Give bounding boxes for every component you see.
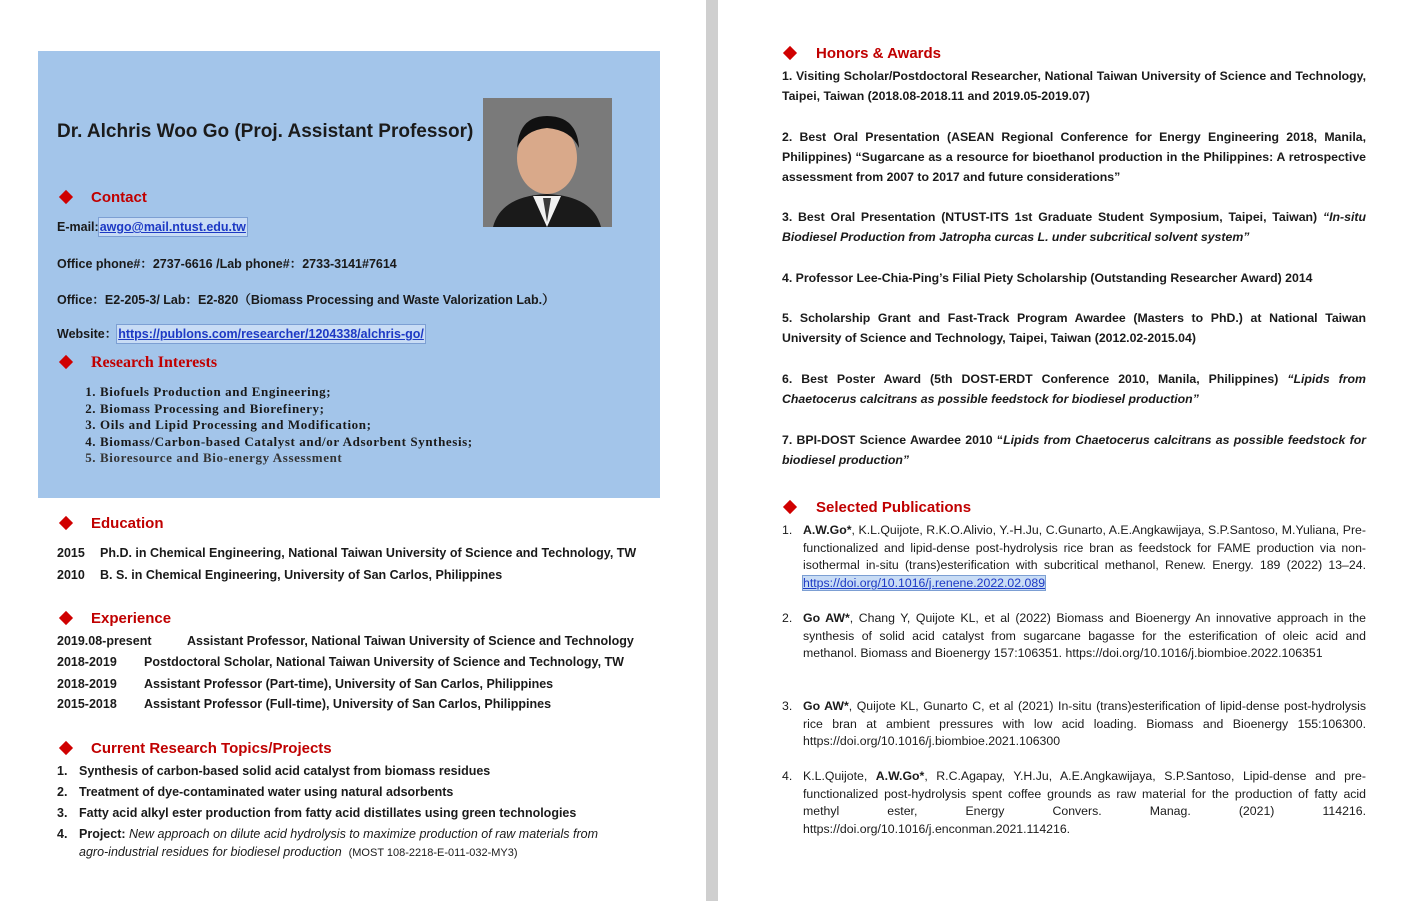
award-item: 6. Best Poster Award (5th DOST-ERDT Conference 2010, Manila, Philippines) “Lipids from Chaetocerus calcitrans as possible feedstock for biodiesel production” <box>782 372 1366 406</box>
publication-item: 1. A.W.Go*, K.L.Quijote, R.K.O.Alivio, Y.-H.Ju, C.Gunarto, A.E.Angkawijaya, S.P.Santoso, M.Yuliana, Pre-functionalized and lipid-dense post-hydrolysis rice bran as feedstock for FAME production via non-isothermal in-situ (trans)esterification with subcritical methanol, Renew. Energy. 189 (2022) 13–24. https://doi.org/10.1016/j.renene.2022.02.089 <box>782 523 1366 590</box>
person-name: Dr. Alchris Woo Go (Proj. Assistant Professor) <box>57 121 474 142</box>
office-prefix: Office：E2-205-3/ Lab：E2-820（ <box>57 293 251 307</box>
publication-doi-link[interactable]: https://doi.org/10.1016/j.renene.2022.02.089 <box>803 575 1046 590</box>
website-link[interactable]: https://publons.com/researcher/1204338/alchris-go/ <box>118 327 424 341</box>
office-suffix: ） <box>542 293 555 307</box>
email-link[interactable]: awgo@mail.ntust.edu.tw <box>99 220 246 234</box>
list-item: 5. Bioresource and Bio-energy Assessment <box>100 450 473 467</box>
profile-photo <box>483 98 612 227</box>
topic-item: 1. Synthesis of carbon-based solid acid catalyst from biomass residues <box>57 764 491 778</box>
award-item: 1. Visiting Scholar/Postdoctoral Researcher, National Taiwan University of Science and Technology, Taipei, Taiwan (2018.08-2018.11 and 2019.05-2019.07) <box>782 69 1366 103</box>
honors-title: Honors & Awards <box>816 45 942 62</box>
award-item: 3. Best Oral Presentation (NTUST-ITS 1st Graduate Student Symposium, Taipei, Taiwan) “In-situ Biodiesel Production from Jatropha curcas L. under subcritical solvent system” <box>782 210 1366 244</box>
experience-row: 2019.08-present Assistant Professor, National Taiwan University of Science and Technology <box>57 634 634 648</box>
cv-page-right <box>718 0 1425 901</box>
list-item: 3. Oils and Lipid Processing and Modification; <box>100 417 473 434</box>
award-item: 2. Best Oral Presentation (ASEAN Regional Conference for Energy Engineering 2018, Manila, Philippines) “Sugarcane as a resource for bioethanol production in the Philippines: A retrospective assessment from 2007 to 2017 and future considerations” <box>782 130 1366 184</box>
email-label: E-mail: <box>57 220 99 234</box>
email-line <box>57 220 247 234</box>
award-item: 5. Scholarship Grant and Fast-Track Program Awardee (Masters to PhD.) at National Taiwan University of Science and Technology, Taipei, Taiwan (2012.02-2015.04) <box>782 311 1366 345</box>
project-label: Project: <box>79 827 126 841</box>
bullet-icon <box>59 611 73 625</box>
office-lab-name: Biomass Processing and Waste Valorization Lab. <box>250 293 543 307</box>
award-item: 7. BPI-DOST Science Awardee 2010 “Lipids from Chaetocerus calcitrans as possible feedstock for biodiesel production” <box>782 433 1367 467</box>
project-item: 4. Project: New approach on dilute acid hydrolysis to maximize production of raw materials from <box>57 827 598 841</box>
topic-item: 2. Treatment of dye-contaminated water using natural adsorbents <box>57 785 454 799</box>
research-interests-list <box>78 384 473 467</box>
list-item: 2. Biomass Processing and Biorefinery; <box>100 401 473 418</box>
bullet-icon <box>783 46 797 60</box>
contact-title: Contact <box>91 189 147 206</box>
research-interests-title: Research Interests <box>91 354 218 371</box>
list-item: 4. Biomass/Carbon-based Catalyst and/or Adsorbent Synthesis; <box>100 434 473 451</box>
bullet-icon <box>783 500 797 514</box>
cv-page-left <box>0 0 706 901</box>
topics-title: Current Research Topics/Projects <box>91 740 332 757</box>
experience-row: 2018-2019 Postdoctoral Scholar, National Taiwan University of Science and Technology, TW <box>57 655 624 669</box>
website-line <box>57 324 425 342</box>
page-divider <box>706 0 718 901</box>
bullet-icon <box>59 741 73 755</box>
publication-item: 2. Go AW*, Chang Y, Quijote KL, et al (2022) Biomass and Bioenergy An innovative approach in the synthesis of solid acid catalyst from sugarcane bagasse for the esterification of oleic acid and methanol. Biomass and Bioenergy 157:106351. https://doi.org/10.1016/j.biombioe.2022.106351 <box>782 611 1366 661</box>
education-title: Education <box>91 515 164 532</box>
project-item-cont: agro-industrial residues for biodiesel production (MOST 108-2218-E-011-032-MY3) <box>79 845 518 859</box>
office-line <box>57 290 555 308</box>
phone-line: Office phone#：2737-6616 /Lab phone#：2733-3141#7614 <box>57 257 397 271</box>
project-code: (MOST 108-2218-E-011-032-MY3) <box>348 847 518 859</box>
experience-title: Experience <box>91 610 172 627</box>
publication-item: 4. K.L.Quijote, A.W.Go*, R.C.Agapay, Y.H.Ju, A.E.Angkawijaya, S.P.Santoso, Lipid-dense and pre-functionalized post-hydrolysis spent coffee grounds as raw material for the production of fatty acid methyl ester, Energy Convers. Manag. (2021) 114216. https://doi.org/10.1016/j.enconman.2021.114216. <box>782 769 1366 836</box>
publication-item: 3. Go AW*, Quijote KL, Gunarto C, et al (2021) In-situ (trans)esterification of lipid-dense post-hydrolysis rice bran at ambient pressures with low acid loading. Biomass and Bioenergy 155:106300. https://doi.org/10.1016/j.biombioe.2021.106300 <box>782 699 1366 749</box>
publications-title: Selected Publications <box>816 499 972 516</box>
award-item: 4. Professor Lee-Chia-Ping’s Filial Piety Scholarship (Outstanding Researcher Award) 2014 <box>782 271 1313 285</box>
education-row: 2010 B. S. in Chemical Engineering, University of San Carlos, Philippines <box>57 568 503 582</box>
list-item: 1. Biofuels Production and Engineering; <box>100 384 473 401</box>
website-label: Website： <box>57 327 118 341</box>
bullet-icon <box>59 516 73 530</box>
education-row: 2015 Ph.D. in Chemical Engineering, National Taiwan University of Science and Technology, TW <box>57 546 637 560</box>
topic-item: 3. Fatty acid alkyl ester production from fatty acid distillates using green technologies <box>57 806 577 820</box>
experience-row: 2018-2019 Assistant Professor (Part-time), University of San Carlos, Philippines <box>57 677 554 691</box>
experience-row: 2015-2018 Assistant Professor (Full-time), University of San Carlos, Philippines <box>57 697 552 711</box>
